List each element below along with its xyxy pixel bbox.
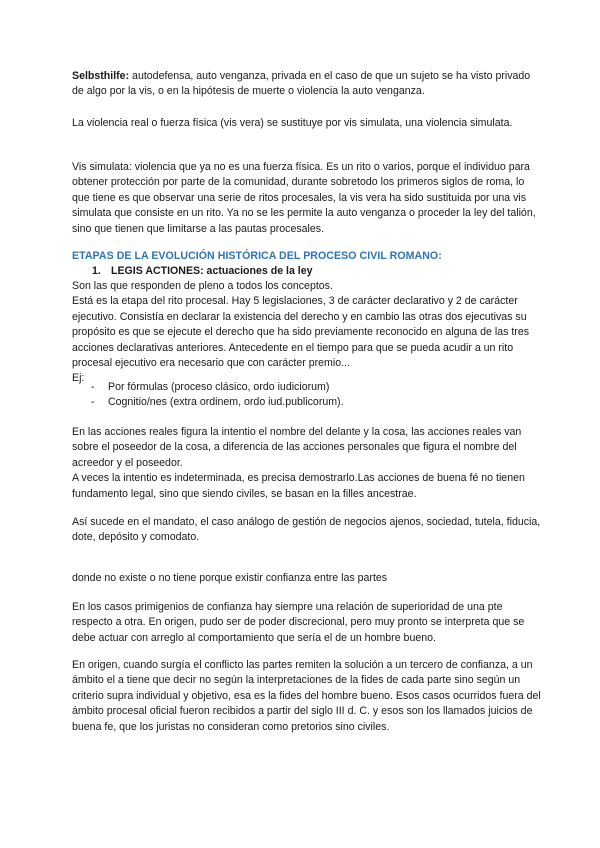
list-item-text: Cognitio/nes (extra ordinem, ordo iud.publicorum). (108, 396, 344, 408)
paragraph-text: La violencia real o fuerza física (vis vera) se sustituye por vis simulata, una violencia simulata. (72, 117, 513, 129)
paragraph-text: En las acciones reales figura la intentio el nombre del delante y la cosa, las acciones reales van sobre el poseedor de la cosa, a diferencia de las acciones personales que figura el nombre del acreedor y el poseedor. (72, 426, 522, 469)
paragraph-selbsthilfe (72, 69, 542, 100)
paragraph-text: Vis simulata: violencia que ya no es una fuerza física. Es un rito o varios, porque el individuo para obtener protección por parte de la comunidad, durante sobretodo los primeros siglos de roma, lo que tiene es que observar una serie de ritos procesales, la vis vera ha sido sustituida por una vis simulata que consiste en un rito. Ya no se les permite la auto venganza o proceder la ley del talión, sino que tienen que limitarse a las pautas procesales. (72, 161, 536, 235)
section-heading: ETAPAS DE LA EVOLUCIÓN HISTÓRICA DEL PROCESO CIVIL ROMANO: (72, 250, 442, 262)
numbered-item-legis-actiones (92, 264, 542, 279)
paragraph-text: Así sucede en el mandato, el caso análogo de gestión de negocios ajenos, sociedad, tutela, fiducia, dote, depósito y comodato. (72, 516, 541, 544)
paragraph-casos-primigenios (72, 600, 542, 646)
item-subtitle: : actuaciones de la ley (200, 265, 313, 277)
paragraph-text: En los casos primigenios de confianza hay siempre una relación de superioridad de una pte respecto a otra. En origen, pudo ser de poder discrecional, pero muy pronto se interpreta que se debe actuar con arreglo al comportamiento que sería el de un hombre bueno. (72, 601, 525, 644)
term-selbsthilfe: Selbsthilfe: (72, 70, 130, 82)
example-label: Ej: (72, 372, 85, 385)
definition-text: autodefensa, auto venganza, privada en el caso de que un sujeto se ha visto privado de algo por la vis, o en la hipótesis de muerte o violencia la auto venganza. (72, 70, 531, 98)
paragraph-en-origen (72, 658, 542, 735)
paragraph-text: donde no existe o no tiene porque existir confianza entre las partes (72, 572, 388, 584)
paragraph-acciones-reales (72, 425, 542, 502)
paragraph-text: A veces la intentio es indeterminada, es precisa demostrarlo.Las acciones de buena fé no tienen fundamento legal, sino que siendo civiles, se basan en la filles ancestrae. (72, 472, 525, 500)
paragraph-confianza (72, 571, 542, 586)
paragraph-text: Está es la etapa del rito procesal. Hay 5 legislaciones, 3 de carácter declarativo y 2 de carácter ejecutivo. Consistía en declarar la existencia del derecho y en cambio las otras dos ejecutivas su propósito es que se ejecute el derecho que ha sido previamente reconocido en alguna de las tres acciones declarativas anteriores. Antecedente en el tiempo para que se pueda acudir a un rito procesal ejecutivo era necesario que con carácter premio... (72, 295, 530, 370)
paragraph-vis-simulata (72, 160, 542, 237)
paragraph-mandato (72, 515, 542, 546)
list-item (91, 395, 531, 410)
paragraph-text: En origen, cuando surgía el conflicto las partes remiten la solución a un tercero de confianza, a un ámbito el a tiene que decir no según la interpretaciones de la fides de cada parte sino según un criterio supra individual y objetivo, esa es la fides del hombre bueno. Esos casos ocurridos fuera del ámbito procesal oficial fueron recibidos a partir del siglo III d. C. y esos son los llamados juicios de buena fe, que los juristas no consideran como pretorios sino civiles. (72, 659, 541, 733)
bullet-dash: - (91, 381, 95, 393)
paragraph-line: Son las que responden de pleno a todos los conceptos. (72, 280, 333, 292)
item-title: LEGIS ACTIONES (111, 265, 201, 277)
bullet-dash: - (91, 396, 95, 408)
item-number: 1. (92, 265, 101, 277)
list-item-text: Por fórmulas (proceso clásico, ordo iudiciorum) (108, 381, 330, 393)
paragraph-violencia (72, 116, 542, 131)
paragraph-legis-body (72, 279, 542, 387)
list-item (91, 380, 531, 395)
